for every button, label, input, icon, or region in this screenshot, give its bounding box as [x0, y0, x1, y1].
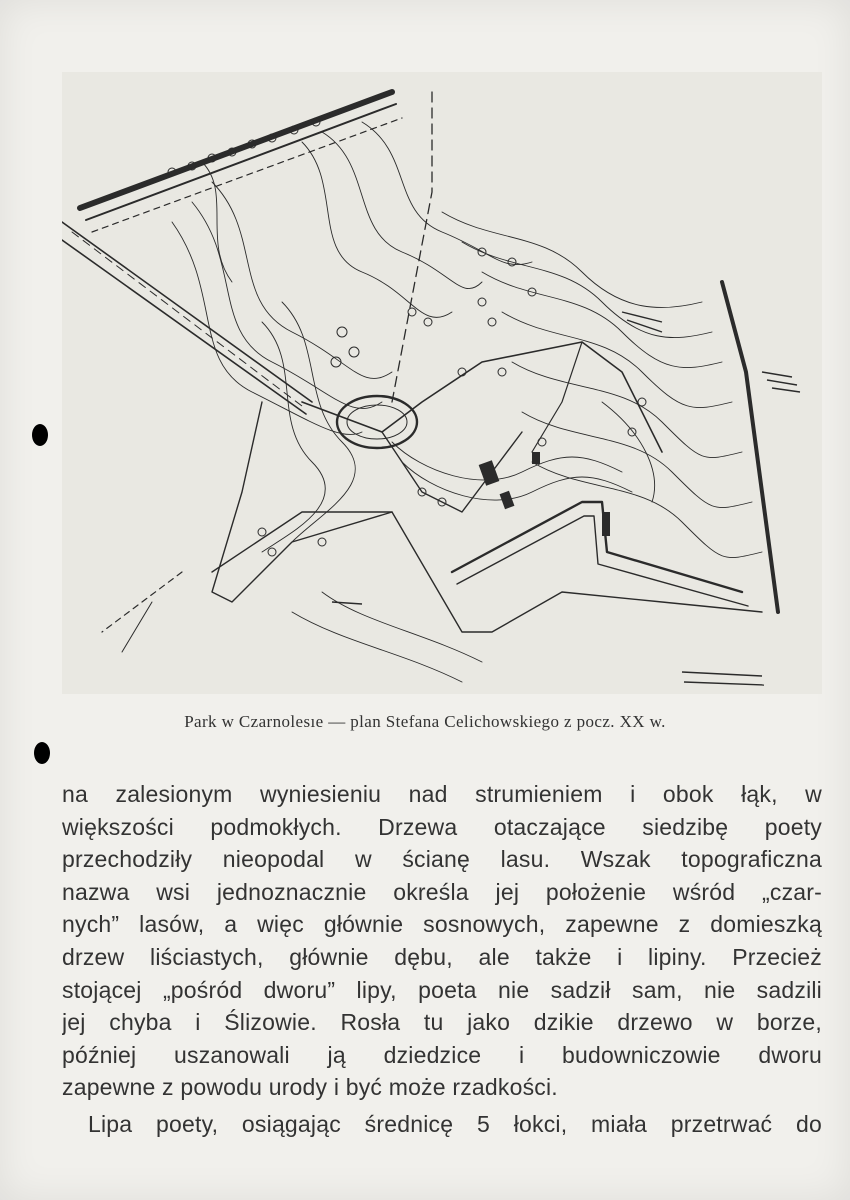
text-line: jej chyba i Ślizowie. Rosła tu jako dzikie drzewo w borze, [62, 1009, 822, 1036]
binder-hole [32, 424, 48, 446]
paragraph [62, 1108, 822, 1141]
body-text [62, 778, 822, 1141]
text-line: większości podmokłych. Drzewa otaczające siedzibę poety [62, 813, 822, 840]
park-plan-map [62, 72, 822, 694]
text-line: na zalesionym wyniesieniu nad strumieniem i obok łąk, w [62, 781, 822, 807]
text-line: później uszanowali ją dziedzice i budowniczowie dworu [62, 1041, 822, 1068]
binder-hole [34, 742, 50, 764]
figure-caption: Park w Czarnolesıe — plan Stefana Celichowskiego z pocz. XX w. [184, 712, 666, 731]
text-line: nazwa wsi jednoznacznie określa jej położenie wśród „czar- [62, 878, 822, 905]
text-line: drzew liściastych, głównie dębu, ale także i lipiny. Przecież [62, 943, 822, 970]
text-line: Lipa poety, osiągając średnicę 5 łokci, miała przetrwać do [88, 1110, 822, 1137]
text-line: zapewne z powodu urody i być może rzadkości. [62, 1074, 558, 1101]
text-line: nych” lasów, a więc głównie sosnowych, zapewne z domieszką [62, 911, 822, 938]
text-line: przechodziły nieopodal w ścianę lasu. Wszak topograficzna [62, 846, 822, 873]
text-line: stojącej „pośród dworu” lipy, poeta nie sadził sam, nie sadzili [62, 976, 822, 1003]
park-plan-figure [62, 72, 822, 694]
paragraph [62, 778, 822, 1104]
